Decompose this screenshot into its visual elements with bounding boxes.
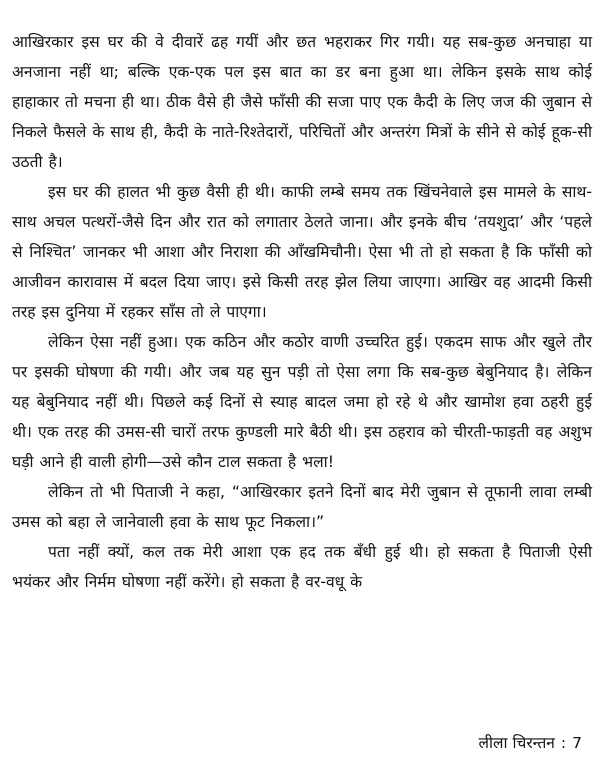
paragraph-3: लेकिन ऐसा नहीं हुआ। एक कठिन और कठोर वाणी उच्चरित हुई। एकदम साफ और खुले तौर पर इसकी घोषणा की गयी। और जब यह सुन पड़ी तो ऐसा लगा कि सब-कुछ बेबुनियाद है। लेकिन यह बेबुनियाद नहीं थी। पिछले कई दिनों से स्याह बादल जमा हो रहे थे और खामोश हवा ठहरी हुई थी। एक तरह की उमस-सी चारों तरफ कुण्डली मारे बैठी थी। इस ठहराव को चीरती-फाड़ती वह अशुभ घड़ी आने ही वाली होगी—उसे कौन टाल सकता है भला! <box>12 333 593 471</box>
paragraph-1: आखिरकार इस घर की वे दीवारें ढह गयीं और छत भहराकर गिर गयी। यह सब-कुछ अनचाहा या अनजाना नहीं था; बल्कि एक-एक पल इस बात का डर बना हुआ था। लेकिन इसके साथ कोई हाहाकार तो मचना ही था। ठीक वैसे ही जैसे फाँसी की सजा पाए एक कैदी के लिए जज की जुबान से निकले फैसले के साथ ही, कैदी के नाते-रिश्तेदारों, परिचितों और अन्तरंग मित्रों के सीने से कोई हूक-सी उठती है। <box>12 33 592 171</box>
footer-separator: : <box>560 734 567 752</box>
body-text <box>12 27 592 597</box>
paragraph-5: पता नहीं क्यों, कल तक मेरी आशा एक हद तक बँधी हुई थी। हो सकता है पिताजी ऐसी भयंकर और निर्मम घोषणा नहीं करेंगे। हो सकता है वर-वधू के <box>12 543 592 591</box>
page-footer <box>479 732 583 754</box>
page-number: 7 <box>572 734 582 752</box>
paragraph-4: लेकिन तो भी पिताजी ने कहा, “आखिरकार इतने दिनों बाद मेरी जुबान से तूफानी लावा लम्बी उमस को बहा ले जानेवाली हवा के साथ फूट निकला।” <box>12 483 592 531</box>
running-title: लीला चिरन्तन <box>478 734 555 752</box>
paragraph-2: इस घर की हालत भी कुछ वैसी ही थी। काफी लम्बे समय तक खिंचनेवाले इस मामले के साथ-साथ अचल पत्थरों-जैसे दिन और रात को लगातार ठेलते जाना। और इनके बीच ‘तयशुदा’ और ‘पहले से निश्चित’ जानकर भी आशा और निराशा की आँखमिचौनी। ऐसा भी तो हो सकता है कि फाँसी को आजीवन कारावास में बदल दिया जाए। इसे किसी तरह झेल लिया जाएगा। आखिर वह आदमी किसी तरह इस दुनिया में रहकर साँस तो ले पाएगा। <box>12 183 592 321</box>
